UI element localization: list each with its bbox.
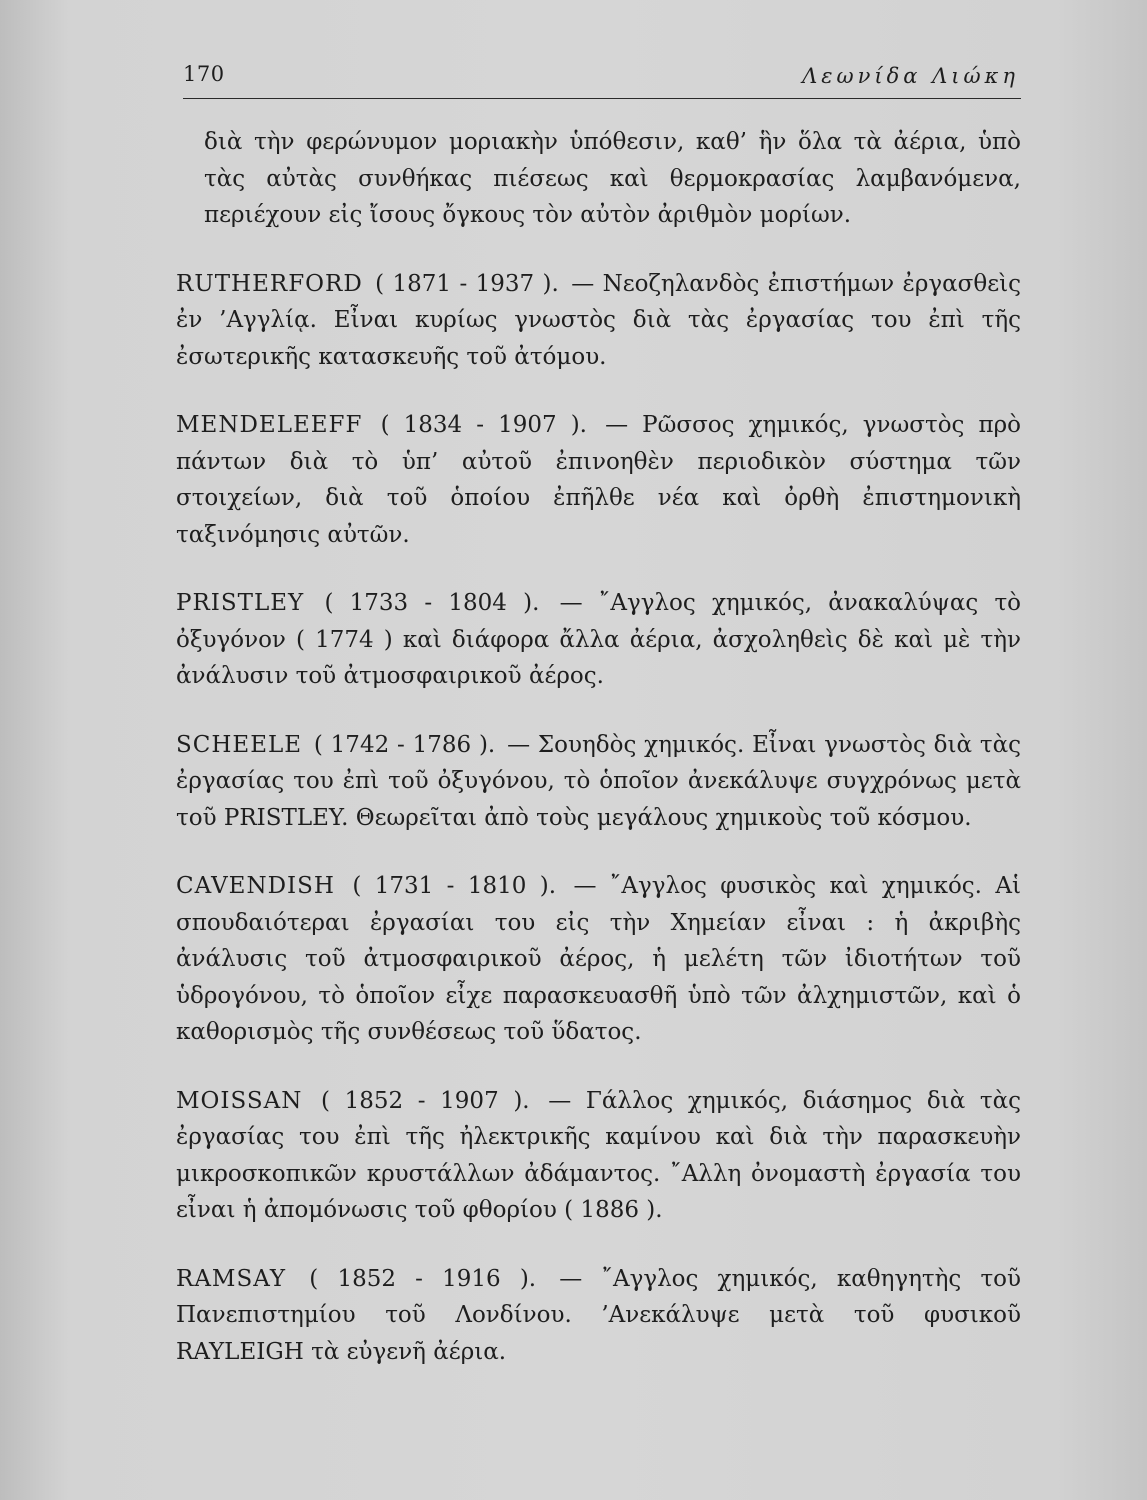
- entry-text: — Νεοζηλανδὸς ἐπιστήμων ἐργασθεὶς ἐν ’Αγγλίᾳ. Εἶναι κυρίως γνωστὸς διὰ τὰς ἐργασίας του ἐπὶ τῆς ἐσωτερικῆς κατασκευῆς τοῦ ἀτόμου.: [176, 270, 1022, 370]
- entry-name: CAVENDISH: [176, 873, 335, 899]
- entry-name: PRISTLEY: [176, 590, 305, 616]
- entry-name: MOISSAN: [176, 1087, 303, 1114]
- entry-name: RAMSAY: [176, 1265, 287, 1292]
- entry-name: RUTHERFORD: [176, 270, 363, 297]
- entry-name: SCHEELE: [176, 731, 303, 758]
- entry-scheele: [176, 727, 1021, 837]
- entry-text: — ῎Αγγλος χημικός, ἀνακαλύψας τὸ ὀξυγόνον ( 1774 ) καὶ διάφορα ἄλλα ἀέρια, ἀσχοληθεὶς δὲ καὶ μὲ τὴν ἀνάλυσιν τοῦ ἀτμοσφαιρικοῦ ἀέρος.: [176, 590, 1022, 689]
- entry-text: — ῎Αγγλος φυσικὸς καὶ χημικός. Αἱ σπουδαιότεραι ἐργασίαι του εἰς τὴν Χημείαν εἶναι : ἡ ἀκριβὴς ἀνάλυσις τοῦ ἀτμοσφαιρικοῦ ἀέρος, ἡ μελέτη τῶν ἰδιοτήτων τοῦ ὑδρογόνου, τὸ ὁποῖον εἶχε παρασκευασθῆ ὑπὸ τῶν ἀλχημιστῶν, καὶ ὁ καθορισμὸς τῆς συνθέσεως τοῦ ὕδατος.: [176, 873, 1022, 1045]
- page-number: 170: [183, 62, 225, 86]
- entry-dates: ( 1834 - 1907 ).: [380, 412, 587, 438]
- page-header: [183, 58, 1021, 99]
- entry-rutherford: [176, 266, 1021, 376]
- entry-dates: ( 1852 - 1907 ).: [320, 1087, 530, 1114]
- entry-mendeleeff: [176, 407, 1021, 553]
- entry-dates: ( 1852 - 1916 ).: [309, 1265, 537, 1292]
- body-text: [176, 124, 1021, 1402]
- running-head: Λεωνίδα Λιώκη: [802, 64, 1019, 88]
- entry-name: MENDELEEFF: [176, 412, 363, 438]
- entry-dates: ( 1742 - 1786 ).: [313, 731, 496, 758]
- entry-moissan: [176, 1083, 1021, 1229]
- entry-dates: ( 1733 - 1804 ).: [324, 590, 540, 616]
- entry-cavendish: [176, 868, 1021, 1051]
- entry-ramsay: [176, 1261, 1021, 1371]
- entry-dates: ( 1731 - 1810 ).: [352, 873, 557, 899]
- entry-text: — Σουηδὸς χημικός. Εἶναι γνωστὸς διὰ τὰς ἐργασίας του ἐπὶ τοῦ ὀξυγόνου, τὸ ὁποῖον ἀνεκάλυψε συγχρόνως μετὰ τοῦ PRISTLEY. Θεωρεῖται ἀπὸ τοὺς μεγάλους χημικοὺς τοῦ κόσμου.: [176, 731, 1022, 831]
- entry-dates: ( 1871 - 1937 ).: [375, 270, 559, 297]
- entry-text: — Ρῶσσος χημικός, γνωστὸς πρὸ πάντων διὰ τὸ ὑπ’ αὐτοῦ ἐπινοηθὲν περιοδικὸν σύστημα τῶν στοιχείων, διὰ τοῦ ὁποίου ἐπῆλθε νέα καὶ ὀρθὴ ἐπιστημονικὴ ταξινόμησις αὐτῶν.: [176, 412, 1022, 548]
- entry-text: — ῎Αγγλος χημικός, καθηγητὴς τοῦ Πανεπιστημίου τοῦ Λονδίνου. ’Ανεκάλυψε μετὰ τοῦ φυσικοῦ RAYLEIGH τὰ εὐγενῆ ἀέρια.: [176, 1265, 1022, 1365]
- entry-pristley: [176, 585, 1021, 695]
- intro-paragraph: διὰ τὴν φερώνυμον μοριακὴν ὑπόθεσιν, καθ’ ἣν ὅλα τὰ ἀέρια, ὑπὸ τὰς αὐτὰς συνθήκας πιέσεως καὶ θερμοκρασίας λαμβανόμενα, περιέχουν εἰς ἴσους ὄγκους τὸν αὐτὸν ἀριθμὸν μορίων.: [204, 129, 1021, 228]
- entry-text: — Γάλλος χημικός, διάσημος διὰ τὰς ἐργασίας του ἐπὶ τῆς ἠλεκτρικῆς καμίνου καὶ διὰ τὴν παρασκευὴν μικροσκοπικῶν κρυστάλλων ἀδάμαντος. ῎Αλλη ὀνομαστὴ ἐργασία του εἶναι ἡ ἀπομόνωσις τοῦ φθορίου ( 1886 ).: [176, 1087, 1021, 1223]
